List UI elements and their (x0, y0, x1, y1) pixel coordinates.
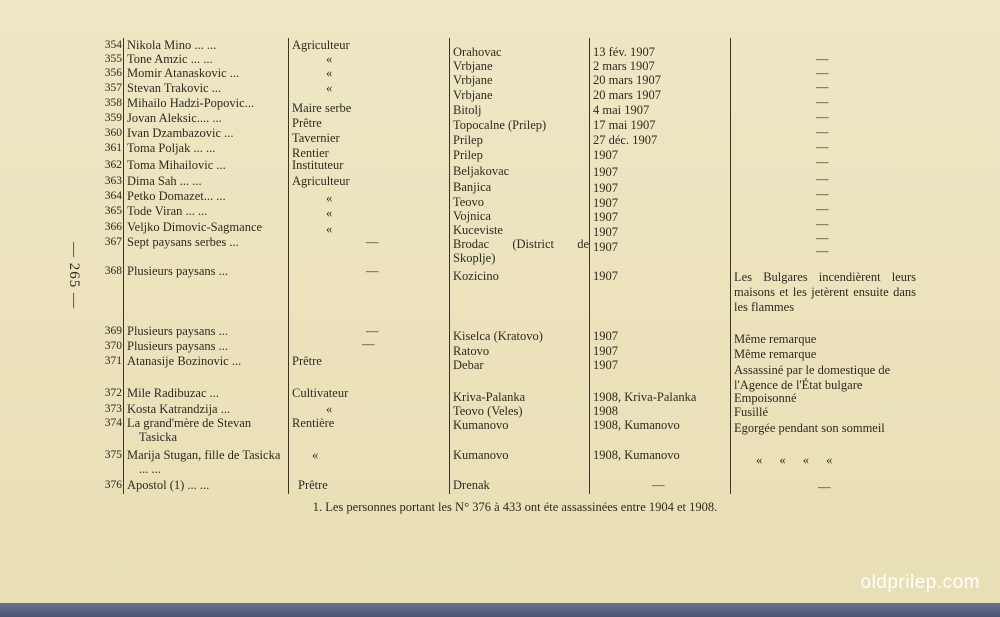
row-number: 364 (104, 190, 122, 202)
row-number: 354 (104, 39, 122, 51)
row-number: 357 (104, 82, 122, 94)
victim-name: Mile Radibuzac ... (127, 386, 219, 400)
occupation: Rentier (292, 146, 329, 160)
remark: — (816, 95, 829, 109)
date: 27 déc. 1907 (593, 133, 658, 147)
occupation: « (312, 448, 319, 462)
occupation: « (326, 222, 333, 236)
occupation: « (326, 191, 333, 205)
victim-name: Plusieurs paysans ... (127, 339, 229, 353)
place: Debar (453, 358, 484, 372)
place: Banjica (453, 180, 492, 194)
remark: — (816, 217, 829, 231)
occupation: — (366, 264, 379, 278)
watermark: oldprilep.com (860, 572, 980, 593)
victim-name: Nikola Mino ... ... (127, 38, 217, 52)
place: Bitolj (453, 103, 482, 117)
column-divider-date (730, 38, 731, 494)
remark: — (816, 187, 829, 201)
victim-name: Tone Amzic ... ... (127, 52, 213, 66)
remark: « « « « (756, 453, 833, 467)
date: 1908 (593, 404, 618, 418)
remark: — (816, 231, 829, 245)
row-number: 370 (104, 340, 122, 352)
victim-name: Sept paysans serbes ... (127, 235, 239, 249)
place: Kumanovo (453, 418, 509, 432)
row-number: 372 (104, 387, 122, 399)
place: Kiselca (Kratovo) (453, 329, 543, 343)
remark: — (816, 125, 829, 139)
column-divider-name (288, 38, 289, 494)
date: 13 fév. 1907 (593, 45, 656, 59)
remark: — (816, 110, 829, 124)
victim-name: La grand'mère de Stevan Tasicka (127, 416, 252, 444)
victim-name: Plusieurs paysans ... (127, 264, 229, 278)
place: Prilep (453, 133, 483, 147)
victim-name: Veljko Dimovic-Sagmance (127, 220, 263, 234)
remark: — (816, 52, 829, 66)
place: Orahovac (453, 45, 502, 59)
victim-name: Plusieurs paysans ... (127, 324, 229, 338)
place: Beljakovac (453, 164, 510, 178)
date: 1907 (593, 210, 618, 224)
date: 4 mai 1907 (593, 103, 650, 117)
place: Topocalne (Prilep) (453, 118, 547, 132)
place: Kumanovo (453, 448, 509, 462)
occupation: Agriculteur (292, 174, 350, 188)
victim-name: Tode Viran ... ... (127, 204, 208, 218)
row-number: 375 (104, 449, 122, 461)
place: Ratovo (453, 344, 490, 358)
date: 1907 (593, 196, 618, 210)
row-number: 363 (104, 175, 122, 187)
remark: — (816, 140, 829, 154)
date: 1908, Kumanovo (593, 448, 680, 462)
row-number: 374 (104, 417, 122, 429)
row-number: 362 (104, 159, 122, 171)
victim-name: Toma Mihailovic ... (127, 158, 226, 172)
row-number: 367 (104, 236, 122, 248)
occupation: — (366, 324, 379, 338)
place: Vrbjane (453, 73, 493, 87)
remark: — (818, 480, 831, 494)
remark: — (816, 244, 829, 258)
date: 20 mars 1907 (593, 73, 662, 87)
occupation: Cultivateur (292, 386, 349, 400)
occupation: Instituteur (292, 158, 344, 172)
page-edge-strip (0, 603, 1000, 617)
victim-name: Ivan Dzambazovic ... (127, 126, 234, 140)
place: Brodac (District de Skoplje) (453, 237, 589, 265)
victim-name: Toma Poljak ... ... (127, 141, 216, 155)
occupation: Rentière (292, 416, 335, 430)
remark: Egorgée pendant son sommeil (734, 421, 885, 435)
remark: Fusillé (734, 405, 769, 419)
date: 1907 (593, 225, 618, 239)
row-number: 373 (104, 403, 122, 415)
column-divider-place (589, 38, 590, 494)
date: 1908, Kriva-Palanka (593, 390, 697, 404)
row-number: 361 (104, 142, 122, 154)
remark: Même remarque (734, 347, 817, 361)
occupation: « (326, 81, 333, 95)
place: Kriva-Palanka (453, 390, 526, 404)
date: 20 mars 1907 (593, 88, 662, 102)
row-number: 368 (104, 265, 122, 277)
row-number: 369 (104, 325, 122, 337)
place: Prilep (453, 148, 483, 162)
date: 1907 (593, 329, 618, 343)
date: 1907 (593, 269, 618, 283)
occupation: Prêtre (292, 354, 322, 368)
date: 1908, Kumanovo (593, 418, 680, 432)
date: 2 mars 1907 (593, 59, 655, 73)
victim-name: Petko Domazet... ... (127, 189, 226, 203)
remark: — (816, 155, 829, 169)
place: Drenak (453, 478, 490, 492)
date: 1907 (593, 148, 618, 162)
remark: Même remarque (734, 332, 817, 346)
victim-name: Atanasije Bozinovic ... (127, 354, 242, 368)
date: 1907 (593, 358, 618, 372)
date: 1907 (593, 344, 618, 358)
footnote: 1. Les personnes portant les N° 376 à 433 ont éte assassinées entre 1904 et 1908. (312, 500, 718, 514)
date: — (652, 478, 665, 492)
place: Vojnica (453, 209, 491, 223)
victim-name: Mihailo Hadzi-Popovic... (127, 96, 255, 110)
remark: Assassiné par le domestique de l'Agence de l'État bulgare (734, 363, 891, 392)
occupation: Maire serbe (292, 101, 352, 115)
victim-name: Apostol (1) ... ... (127, 478, 210, 492)
occupation: Prêtre (298, 478, 328, 492)
remark: — (816, 172, 829, 186)
place: Vrbjane (453, 88, 493, 102)
page-number: — 265 — (65, 241, 82, 309)
occupation: Tavernier (292, 131, 340, 145)
column-divider-number (123, 38, 124, 494)
row-number: 359 (104, 112, 122, 124)
row-number: 356 (104, 67, 122, 79)
occupation: « (326, 402, 333, 416)
row-number: 365 (104, 205, 122, 217)
victim-name: Dima Sah ... ... (127, 174, 202, 188)
victim-name: Kosta Katrandzija ... (127, 402, 231, 416)
victim-name: Momir Atanaskovic ... (127, 66, 240, 80)
row-number: 366 (104, 221, 122, 233)
place: Kuceviste (453, 223, 503, 237)
victim-name: Jovan Aleksic.... ... (127, 111, 222, 125)
place: Teovo (Veles) (453, 404, 523, 418)
remark: Les Bulgares incendièrent leurs maisons et les jetèrent ensuite dans les flammes (734, 270, 916, 314)
place: Kozicino (453, 269, 499, 283)
row-number: 371 (104, 355, 122, 367)
occupation: « (326, 52, 333, 66)
occupation: Agriculteur (292, 38, 350, 52)
row-number: 358 (104, 97, 122, 109)
date: 1907 (593, 181, 618, 195)
date: 17 mai 1907 (593, 118, 656, 132)
remark: — (816, 66, 829, 80)
remark: — (816, 202, 829, 216)
occupation: « (326, 206, 333, 220)
row-number: 360 (104, 127, 122, 139)
victim-name: Marija Stugan, fille de Tasicka ... ... (127, 448, 281, 476)
victim-name: Stevan Trakovic ... (127, 81, 222, 95)
occupation: — (366, 235, 379, 249)
remark: Empoisonné (734, 391, 797, 405)
row-number: 376 (104, 479, 122, 491)
row-number: 355 (104, 53, 122, 65)
place: Vrbjane (453, 59, 493, 73)
remark: — (816, 80, 829, 94)
occupation: « (326, 66, 333, 80)
date: 1907 (593, 240, 618, 254)
place: Teovo (453, 195, 485, 209)
occupation: Prêtre (292, 116, 322, 130)
occupation: — (362, 337, 375, 351)
date: 1907 (593, 165, 618, 179)
